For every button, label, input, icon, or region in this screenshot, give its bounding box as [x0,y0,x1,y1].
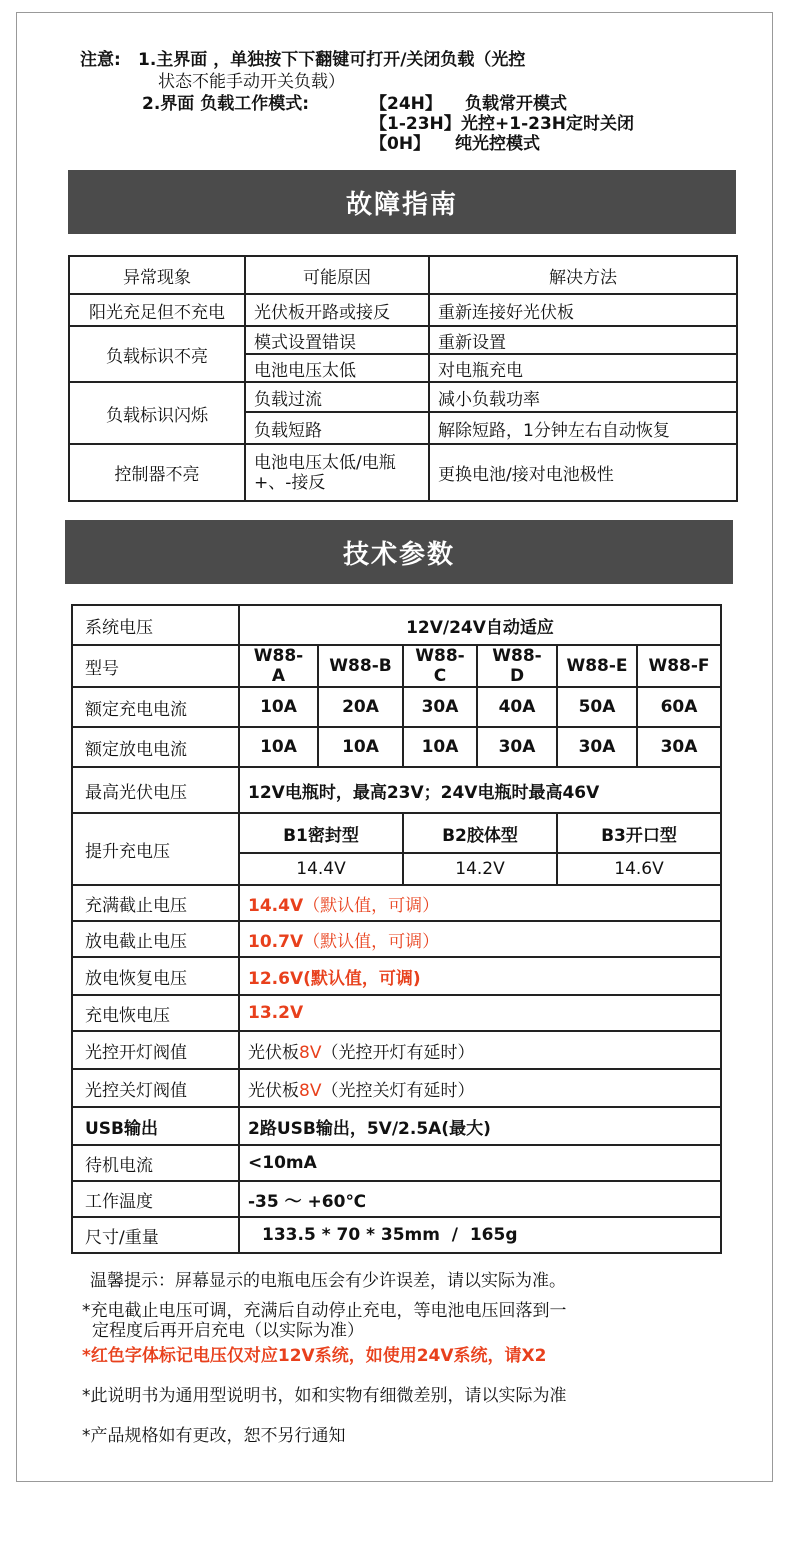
symptom: 控制器不亮 [69,444,245,501]
label: 型号 [72,645,239,687]
cause: 模式设置错误 [245,326,429,354]
label: 充电恢电压 [72,995,239,1031]
value: 8V [299,1042,322,1063]
symptom: 负载标识闪烁 [69,382,245,444]
cause: 负载过流 [245,382,429,412]
cause: 光伏板开路或接反 [245,294,429,326]
value: 10A [239,687,318,727]
label: 光控关灯阀值 [72,1069,239,1107]
cause: 负载短路 [245,412,429,444]
note: *此说明书为通用型说明书，如和实物有细微差别，请以实际为准 [82,1386,567,1406]
specs-table [71,604,722,1254]
fault-guide-title: 故障指南 [68,170,736,234]
label: 提升充电压 [72,813,239,885]
header-cause: 可能原因 [245,256,429,294]
mode-key: 【0H】 [370,134,431,154]
value: 12V电瓶时，最高23V；24V电瓶时最高46V [239,767,721,813]
value: 10A [318,727,403,767]
note: （光控开灯有延时） [321,1042,475,1063]
note: （光控关灯有延时） [321,1080,475,1101]
symptom: 负载标识不亮 [69,326,245,382]
notes-label: 注意: [80,50,121,70]
value: 133.5 * 70 * 35mm / 165g [239,1217,721,1253]
tip: 温馨提示：屏幕显示的电瓶电压会有少许误差，请以实际为准。 [90,1271,566,1291]
note-1: 1.主界面 ，单独按下下翻键可打开/关闭负载（光控 [138,50,526,70]
fix: 减小负载功率 [429,382,737,412]
pre: 光伏板 [248,1080,299,1101]
value: 12V/24V自动适应 [239,605,721,645]
fault-table [68,255,738,502]
value: 20A [318,687,403,727]
header-fix: 解决方法 [429,256,737,294]
label: 系统电压 [72,605,239,645]
label: 光控开灯阀值 [72,1031,239,1069]
battery-type: B1密封型 [239,813,403,853]
header-symptom: 异常现象 [69,256,245,294]
note: 定程度后再开启充电（以实际为准） [92,1321,364,1341]
note: *充电截止电压可调，充满后自动停止充电，等电池电压回落到一 [82,1301,567,1321]
value: 10.7V [248,931,304,952]
mode-key: 【24H】 [370,94,442,114]
value: <10mA [239,1145,721,1181]
value: -35 ～ +60℃ [239,1181,721,1217]
value: 14.4V [239,853,403,885]
model: W88-D [477,645,557,687]
model: W88-E [557,645,637,687]
value: 30A [403,687,477,727]
note: （默认值，可调） [303,931,440,952]
value: 60A [637,687,721,727]
mode-desc: 负载常开模式 [465,94,567,114]
fix: 重新设置 [429,326,737,354]
cause: 电池电压太低/电瓶+、-接反 [245,444,429,501]
battery-type: B2胶体型 [403,813,557,853]
model: W88-B [318,645,403,687]
value: 30A [477,727,557,767]
fix: 解除短路，1分钟左右自动恢复 [429,412,737,444]
value: 14.2V [403,853,557,885]
label: 额定放电电流 [72,727,239,767]
note: *产品规格如有更改，恕不另行通知 [82,1426,346,1446]
label: 待机电流 [72,1145,239,1181]
label: 工作温度 [72,1181,239,1217]
fix: 重新连接好光伏板 [429,294,737,326]
value: 8V [299,1080,322,1101]
value: 2路USB输出，5V/2.5A(最大) [239,1107,721,1145]
mode-key: 【1-23H】 [370,114,461,134]
cause: 电池电压太低 [245,354,429,382]
label: 最高光伏电压 [72,767,239,813]
note-1b: 状态不能手动开关负载） [158,72,345,92]
label: 额定充电电流 [72,687,239,727]
value: 40A [477,687,557,727]
value: 30A [557,727,637,767]
battery-type: B3开口型 [557,813,721,853]
value: 30A [637,727,721,767]
fix: 更换电池/接对电池极性 [429,444,737,501]
value: 13.2V [239,995,721,1031]
note-red: *红色字体标记电压仅对应12V系统，如使用24V系统，请X2 [82,1346,547,1366]
mode-desc: 光控+1-23H定时关闭 [461,114,635,134]
label: 放电截止电压 [72,921,239,957]
label: 放电恢复电压 [72,957,239,995]
value: 14.6V [557,853,721,885]
value: 12.6V(默认值，可调) [239,957,721,995]
pre: 光伏板 [248,1042,299,1063]
label: 充满截止电压 [72,885,239,921]
note-2: 2.界面 负载工作模式: [142,94,310,114]
symptom: 阳光充足但不充电 [69,294,245,326]
model: W88-F [637,645,721,687]
value: 10A [239,727,318,767]
note: （默认值，可调） [303,895,440,916]
model: W88-A [239,645,318,687]
tech-specs-title: 技术参数 [65,520,733,584]
mode-desc: 纯光控模式 [455,134,540,154]
model: W88-C [403,645,477,687]
value: 50A [557,687,637,727]
fix: 对电瓶充电 [429,354,737,382]
label: 尺寸/重量 [72,1217,239,1253]
label: USB输出 [72,1107,239,1145]
value: 10A [403,727,477,767]
value: 14.4V [248,895,304,916]
